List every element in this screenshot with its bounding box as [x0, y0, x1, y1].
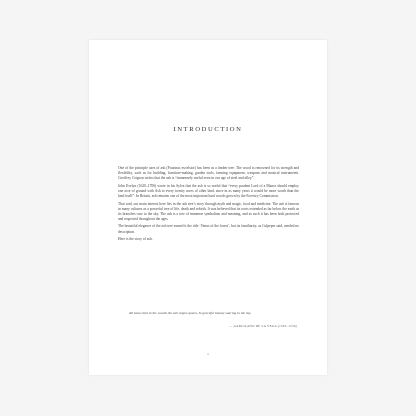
paragraph: That said, our main interest here lies in the ash tree’s story through myth and magic, food and medicine. The ash is famous in many cultures as a powerful tree of life, death and rebirth. It was believed that its roots extended as far below the earth as its branches rose to the sky. The ash is a tree of immense symbolism and meaning, and as such it has been both protected and respected throughout the ages.	[118, 201, 299, 221]
body-text	[118, 166, 299, 245]
paragraph: John Evelyn (1620–1706) wrote in his Sylva that the ash is so useful that “every prudent Lord of a Manor should employ one acre of ground with Ash to every twenty acres of other land, since in as many years it would be more worth than the land itself”. In Britain, ash remains one of the most important hard woods grown by the Forestry Commission.	[118, 183, 299, 199]
chapter-title: INTRODUCTION	[173, 126, 243, 133]
book-page	[89, 40, 327, 375]
paragraph: One of the principle uses of ash (Fraxinus excelsior) has been as a timber tree. The wood is renowned for its strength and flexibility, such as for building, furniture-making, garden tools, farming equipment, weapons and musical instruments. Geoffrey Grigson writes that the ash is “immensely useful even in our age of steel and alloy”.	[118, 166, 299, 181]
page-number: 1	[207, 352, 209, 356]
paragraph: Here is the story of ash.	[118, 237, 153, 242]
paragraph: The beautiful elegance of the ash tree earned it the title ‘Venus of the forest’, but its familiarity, as Culpeper said, needed no description.	[118, 224, 299, 234]
quote-attribution: — GARCILANO DE LA VEGA (1503–1536)	[229, 324, 297, 328]
epigraph-quote: All know that in the woods the ash reigns queen, In graceful beauty soaring to the sky.	[129, 311, 252, 315]
